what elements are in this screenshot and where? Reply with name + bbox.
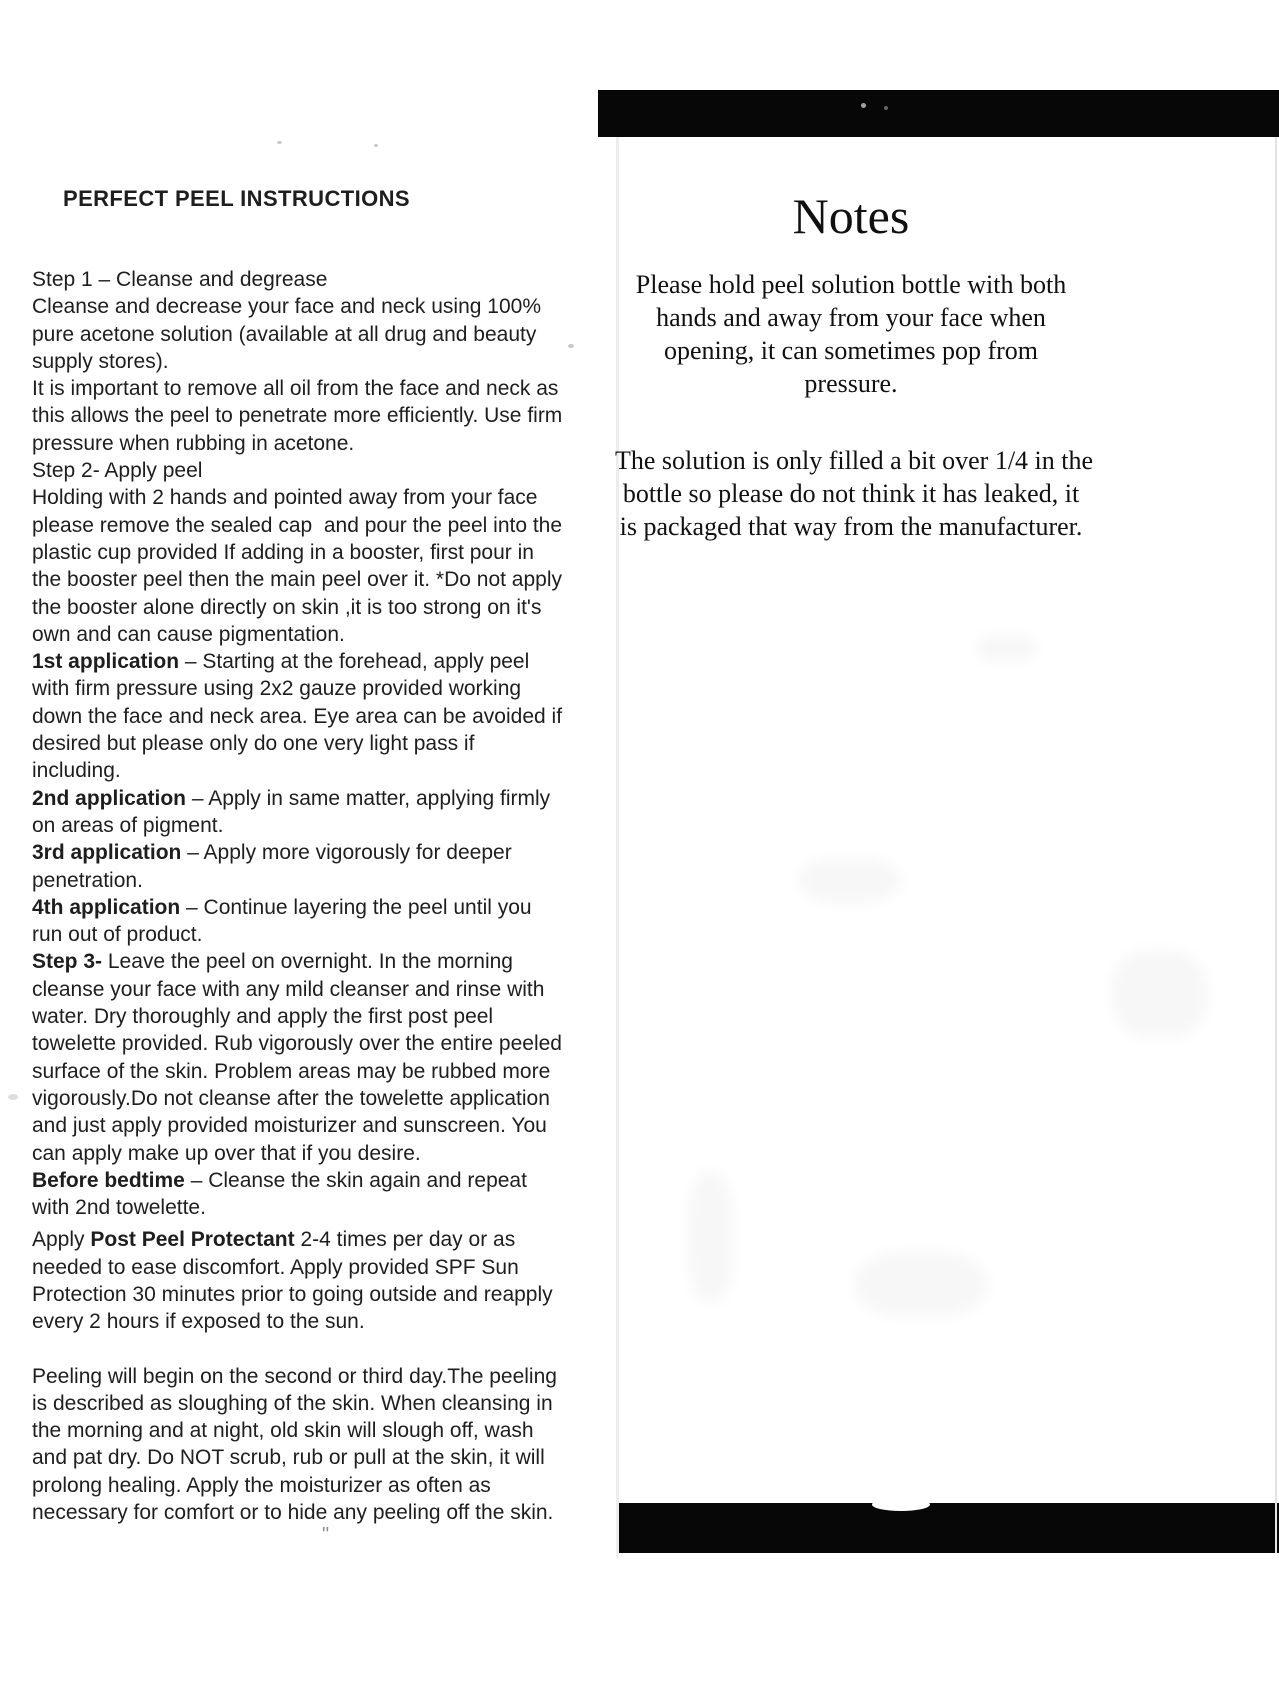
text: can apply make up over that if you desire. xyxy=(32,1141,421,1165)
text: on areas of pigment. xyxy=(32,813,224,837)
text: – Continue layering the peel until you xyxy=(180,895,532,919)
text: prolong healing. Apply the moisturizer as often as xyxy=(32,1473,491,1497)
bold-text: Before bedtime xyxy=(32,1168,185,1192)
text: pressure when rubbing in acetone. xyxy=(32,431,355,455)
text: Step 2- Apply peel xyxy=(32,459,203,483)
notes-line: hands and away from your face when xyxy=(656,303,1046,332)
scan-smudge xyxy=(856,1252,986,1317)
instruction-line xyxy=(32,675,632,702)
text: the booster peel then the main peel over it. *Do not apply xyxy=(32,568,563,592)
instruction-line xyxy=(32,1112,632,1139)
text: please remove the sealed cap and pour the peel into the xyxy=(32,513,563,537)
instruction-line xyxy=(32,1058,632,1085)
bold-text: Post Peel Protectant xyxy=(90,1228,295,1252)
bold-text: 4th application xyxy=(32,895,181,919)
instruction-line xyxy=(32,484,632,511)
text: plastic cup provided If adding in a booster, first pour in xyxy=(32,540,534,564)
instruction-line xyxy=(32,321,632,348)
text: Apply xyxy=(32,1228,91,1252)
instruction-line xyxy=(32,730,632,757)
instruction-line xyxy=(32,703,632,730)
instruction-line xyxy=(32,1390,632,1417)
instruction-line xyxy=(32,976,632,1003)
scan-smudge xyxy=(688,1172,733,1302)
text: supply stores). xyxy=(32,349,169,373)
text: is described as sloughing of the skin. When cleansing in xyxy=(32,1391,553,1415)
paragraph-gap xyxy=(32,1336,632,1363)
text: penetration. xyxy=(32,868,143,892)
instruction-line xyxy=(32,1444,632,1471)
scan-dust-dot xyxy=(884,106,888,110)
instruction-line xyxy=(32,812,632,839)
instruction-line xyxy=(32,1308,632,1335)
instruction-line xyxy=(32,266,632,293)
instruction-line xyxy=(32,430,632,457)
instruction-line xyxy=(32,948,632,975)
notes-line: The solution is only filled a bit over 1/4 in the xyxy=(615,446,1094,475)
bold-text: 3rd application xyxy=(32,841,182,865)
instruction-line xyxy=(32,1281,632,1308)
text: and pat dry. Do NOT scrub, rub or pull at the skin, it will xyxy=(32,1446,545,1470)
scan-dust-dot xyxy=(861,103,866,108)
text: down the face and neck area. Eye area can be avoided if xyxy=(32,704,563,728)
text: this allows the peel to penetrate more efficiently. Use firm xyxy=(32,404,563,428)
page-right-edge-shadow xyxy=(1275,137,1277,1553)
instruction-line xyxy=(32,293,632,320)
text: Peeling will begin on the second or third day.The peeling xyxy=(32,1364,557,1388)
instruction-line xyxy=(32,1167,632,1194)
text: – Cleanse the skin again and repeat xyxy=(184,1168,527,1192)
instruction-line xyxy=(32,1363,632,1390)
scan-speck xyxy=(374,144,378,147)
scan-speck xyxy=(277,141,282,144)
instruction-line xyxy=(32,457,632,484)
text: vigorously.Do not cleanse after the towelette application xyxy=(32,1086,550,1110)
instruction-line xyxy=(32,894,632,921)
instruction-line xyxy=(32,348,632,375)
instruction-line xyxy=(32,839,632,866)
bold-text: 1st application xyxy=(32,650,180,674)
instruction-line xyxy=(32,1472,632,1499)
instruction-line xyxy=(32,566,632,593)
text: and just apply provided moisturizer and sunscreen. You xyxy=(32,1114,547,1138)
instruction-line xyxy=(32,1003,632,1030)
instructions-title: PERFECT PEEL INSTRUCTIONS xyxy=(63,186,410,211)
text: needed to ease discomfort. Apply provided SPF Sun xyxy=(32,1255,519,1279)
notes-line: pressure. xyxy=(804,369,898,398)
text: – Apply more vigorously for deeper xyxy=(181,841,512,865)
instruction-line xyxy=(32,648,632,675)
text: towelette provided. Rub vigorously over the entire peeled xyxy=(32,1032,562,1056)
instruction-line xyxy=(32,1417,632,1444)
instruction-line xyxy=(32,375,632,402)
scan-bar-top xyxy=(598,90,1279,137)
notes-line: Please hold peel solution bottle with both xyxy=(635,270,1067,299)
scan-speck xyxy=(568,344,574,348)
text: 2-4 times per day or as xyxy=(294,1228,516,1252)
instruction-line xyxy=(32,785,632,812)
bold-text: 2nd application xyxy=(32,786,187,810)
text: including. xyxy=(32,759,121,783)
bold-text: Step 3- xyxy=(32,950,103,974)
scan-bar-top-step xyxy=(598,129,652,137)
text: – Apply in same matter, applying firmly xyxy=(186,786,551,810)
text: It is important to remove all oil from the face and neck as xyxy=(32,377,559,401)
instruction-line xyxy=(32,594,632,621)
text: Step 1 – Cleanse and degrease xyxy=(32,268,328,291)
text: every 2 hours if exposed to the sun. xyxy=(32,1310,365,1334)
notes-paragraphs xyxy=(615,268,1094,543)
instruction-line xyxy=(32,621,632,648)
scan-smudge xyxy=(1112,950,1207,1038)
text: Protection 30 minutes prior to going outside and reapply xyxy=(32,1282,553,1306)
instructions-body xyxy=(32,266,632,1526)
instruction-line xyxy=(32,1226,632,1253)
notes-paragraph xyxy=(615,444,1094,543)
notes-paragraph xyxy=(615,268,1087,400)
notes-line: bottle so please do not think it has leaked, it xyxy=(622,479,1080,508)
instruction-line xyxy=(32,757,632,784)
scan-mark: " xyxy=(322,1524,330,1546)
text: own and can cause pigmentation. xyxy=(32,622,345,646)
instruction-line xyxy=(32,1194,632,1221)
text: cleanse your face with any mild cleanser and rinse with xyxy=(32,977,545,1001)
text: the booster alone directly on skin ,it is too strong on it's xyxy=(32,595,542,619)
scan-speck xyxy=(8,1094,18,1100)
instruction-line xyxy=(32,1140,632,1167)
text: water. Dry thoroughly and apply the first post peel xyxy=(32,1005,494,1029)
text: necessary for comfort or to hide any peeling off the skin. xyxy=(32,1501,554,1525)
text: surface of the skin. Problem areas may be rubbed more xyxy=(32,1059,551,1083)
text: desired but please only do one very light pass if xyxy=(32,732,475,756)
instruction-line xyxy=(32,921,632,948)
instruction-line xyxy=(32,512,632,539)
scan-bar-notch xyxy=(872,1498,930,1511)
text: pure acetone solution (available at all drug and beauty xyxy=(32,322,537,346)
instruction-line xyxy=(32,1254,632,1281)
notes-title: Notes xyxy=(792,188,910,244)
text: Leave the peel on overnight. In the morning xyxy=(102,950,513,974)
notes-page xyxy=(615,188,1094,543)
text: with firm pressure using 2x2 gauze provided working xyxy=(32,677,522,701)
text: the morning and at night, old skin will slough off, wash xyxy=(32,1419,534,1443)
instruction-line xyxy=(32,1085,632,1112)
scan-smudge xyxy=(975,635,1035,661)
instruction-line xyxy=(32,1030,632,1057)
text: Cleanse and decrease your face and neck using 100% xyxy=(32,295,542,319)
notes-line: is packaged that way from the manufacturer. xyxy=(619,512,1083,541)
text: Holding with 2 hands and pointed away from your face xyxy=(32,486,538,510)
instruction-line xyxy=(32,402,632,429)
instruction-line xyxy=(32,1499,632,1526)
text: – Starting at the forehead, apply peel xyxy=(179,650,530,674)
scan-bar-bottom xyxy=(619,1503,1279,1553)
notes-line: opening, it can sometimes pop from xyxy=(663,336,1039,365)
instruction-line xyxy=(32,539,632,566)
instruction-line xyxy=(32,867,632,894)
text: run out of product. xyxy=(32,923,203,947)
text: with 2nd towelette. xyxy=(32,1196,206,1220)
scan-smudge xyxy=(800,858,900,903)
